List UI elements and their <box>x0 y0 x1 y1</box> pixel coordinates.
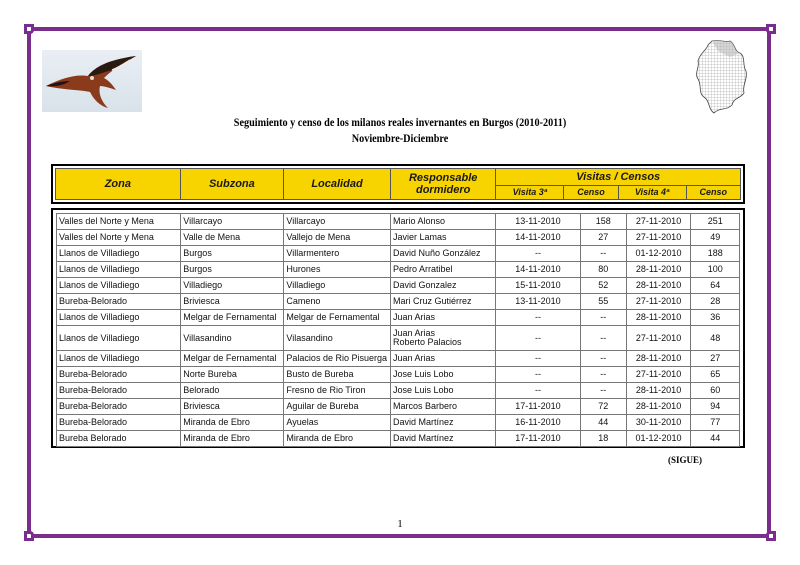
cell-localidad: Hurones <box>284 262 391 278</box>
header-censo-3: Censo <box>564 185 618 199</box>
cell-visita-3: -- <box>496 383 581 399</box>
cell-responsable <box>390 431 495 447</box>
cell-visita-3: 14-11-2010 <box>496 230 581 246</box>
table-header <box>51 164 745 204</box>
frame-corner-bl <box>24 531 34 541</box>
table-row <box>57 246 740 262</box>
cell-censo-3: 158 <box>580 214 626 230</box>
cell-censo-4: 44 <box>691 431 740 447</box>
cell-localidad: Fresno de Rio Tiron <box>284 383 391 399</box>
cell-censo-4: 77 <box>691 415 740 431</box>
document-title: Seguimiento y censo de los milanos reales invernantes en Burgos (2010-2011) <box>233 115 567 129</box>
cell-zona: Llanos de Villadiego <box>57 310 181 326</box>
responsable-name: Juan Arias <box>392 353 435 363</box>
cell-subzona: Belorado <box>181 383 284 399</box>
cell-zona: Valles del Norte y Mena <box>57 230 181 246</box>
cell-censo-4: 27 <box>691 351 740 367</box>
cell-localidad: Miranda de Ebro <box>284 431 391 447</box>
census-table <box>56 213 740 447</box>
cell-visita-3: 13-11-2010 <box>496 214 581 230</box>
table-row <box>57 230 740 246</box>
cell-zona: Bureba-Belorado <box>57 294 181 310</box>
cell-visita-3: 13-11-2010 <box>496 294 581 310</box>
burgos-map-icon <box>690 37 750 117</box>
cell-visita-4: 28-11-2010 <box>626 278 691 294</box>
responsable-name: Juan Arias <box>392 312 435 322</box>
cell-subzona: Briviesca <box>181 399 284 415</box>
responsable-name: Juan Arias <box>392 328 435 338</box>
cell-responsable <box>390 310 495 326</box>
cell-visita-4: 28-11-2010 <box>626 399 691 415</box>
cell-localidad: Aguilar de Bureba <box>284 399 391 415</box>
cell-visita-4: 27-11-2010 <box>626 326 691 351</box>
table-row <box>57 351 740 367</box>
cell-visita-4: 01-12-2010 <box>626 431 691 447</box>
frame-corner-tr <box>766 24 776 34</box>
cell-subzona: Burgos <box>181 246 284 262</box>
responsable-name: Jose Luis Lobo <box>392 385 454 395</box>
table-row <box>57 431 740 447</box>
cell-censo-4: 49 <box>691 230 740 246</box>
cell-responsable <box>390 367 495 383</box>
cell-zona: Valles del Norte y Mena <box>57 214 181 230</box>
table-row <box>57 415 740 431</box>
cell-responsable <box>390 326 495 351</box>
cell-visita-3: 17-11-2010 <box>496 399 581 415</box>
cell-subzona: Briviesca <box>181 294 284 310</box>
cell-censo-3: -- <box>580 310 626 326</box>
header-censo-4: Censo <box>686 185 740 199</box>
cell-censo-4: 28 <box>691 294 740 310</box>
cell-zona: Bureba Belorado <box>57 431 181 447</box>
cell-zona: Llanos de Villadiego <box>57 262 181 278</box>
cell-subzona: Miranda de Ebro <box>181 415 284 431</box>
cell-visita-3: 14-11-2010 <box>496 262 581 278</box>
header-responsable-line1: Responsable <box>408 172 478 184</box>
cell-censo-4: 188 <box>691 246 740 262</box>
burgos-map-logo <box>690 37 750 117</box>
cell-subzona: Melgar de Fernamental <box>181 351 284 367</box>
responsable-name: Mari Cruz Gutiérrez <box>392 296 472 306</box>
cell-visita-3: 16-11-2010 <box>496 415 581 431</box>
table-row <box>57 214 740 230</box>
header-table <box>55 168 741 200</box>
page-number: 1 <box>397 518 403 530</box>
cell-localidad: Vallejo de Mena <box>284 230 391 246</box>
table-row <box>57 383 740 399</box>
responsable-name: David Martínez <box>392 417 454 427</box>
cell-subzona: Villarcayo <box>181 214 284 230</box>
cell-subzona: Miranda de Ebro <box>181 431 284 447</box>
responsable-name: Javier Lamas <box>392 232 447 242</box>
cell-subzona: Burgos <box>181 262 284 278</box>
header-responsable-line2: dormidero <box>415 184 471 196</box>
cell-censo-3: -- <box>580 383 626 399</box>
cell-visita-4: 27-11-2010 <box>626 367 691 383</box>
cell-censo-4: 36 <box>691 310 740 326</box>
responsable-name: Jose Luis Lobo <box>392 369 454 379</box>
table-row <box>57 326 740 351</box>
responsable-name: Roberto Palacios <box>392 337 462 347</box>
responsable-name: David Gonzalez <box>392 280 457 290</box>
header-visitas-censos: Visitas / Censos <box>496 169 741 186</box>
cell-subzona: Norte Bureba <box>181 367 284 383</box>
cell-localidad: Cameno <box>284 294 391 310</box>
cell-zona: Bureba-Belorado <box>57 399 181 415</box>
responsable-name: Pedro Arratibel <box>392 264 453 274</box>
header-zona: Zona <box>56 169 181 200</box>
cell-localidad: Melgar de Fernamental <box>284 310 391 326</box>
cell-censo-3: -- <box>580 246 626 262</box>
responsable-name: Marcos Barbero <box>392 401 457 411</box>
cell-subzona: Melgar de Fernamental <box>181 310 284 326</box>
cell-localidad: Vilasandino <box>284 326 391 351</box>
header-subzona: Subzona <box>180 169 283 200</box>
cell-visita-3: -- <box>496 367 581 383</box>
responsable-name: Mario Alonso <box>392 216 445 226</box>
cell-censo-3: 52 <box>580 278 626 294</box>
cell-responsable <box>390 351 495 367</box>
table-row <box>57 262 740 278</box>
cell-censo-4: 64 <box>691 278 740 294</box>
cell-visita-4: 01-12-2010 <box>626 246 691 262</box>
cell-censo-3: -- <box>580 367 626 383</box>
red-kite-photo <box>42 50 142 112</box>
cell-responsable <box>390 246 495 262</box>
cell-localidad: Villarcayo <box>284 214 391 230</box>
cell-censo-3: 80 <box>580 262 626 278</box>
cell-localidad: Palacios de Rio Pisuerga <box>284 351 391 367</box>
cell-visita-3: 17-11-2010 <box>496 431 581 447</box>
cell-zona: Bureba-Belorado <box>57 383 181 399</box>
cell-zona: Bureba-Belorado <box>57 367 181 383</box>
cell-zona: Llanos de Villadiego <box>57 351 181 367</box>
cell-censo-4: 60 <box>691 383 740 399</box>
table-row <box>57 294 740 310</box>
cell-zona: Llanos de Villadiego <box>57 278 181 294</box>
cell-responsable <box>390 294 495 310</box>
cell-zona: Llanos de Villadiego <box>57 246 181 262</box>
cell-visita-3: -- <box>496 246 581 262</box>
cell-censo-4: 65 <box>691 367 740 383</box>
cell-localidad: Villadiego <box>284 278 391 294</box>
cell-censo-3: -- <box>580 351 626 367</box>
cell-visita-4: 28-11-2010 <box>626 383 691 399</box>
cell-censo-4: 100 <box>691 262 740 278</box>
header-responsable <box>390 169 495 200</box>
cell-responsable <box>390 415 495 431</box>
cell-censo-3: -- <box>580 326 626 351</box>
table-row <box>57 310 740 326</box>
cell-censo-4: 251 <box>691 214 740 230</box>
table-row <box>57 278 740 294</box>
cell-subzona: Valle de Mena <box>181 230 284 246</box>
cell-visita-4: 30-11-2010 <box>626 415 691 431</box>
cell-responsable <box>390 383 495 399</box>
cell-visita-4: 27-11-2010 <box>626 214 691 230</box>
cell-localidad: Ayuelas <box>284 415 391 431</box>
cell-visita-3: -- <box>496 351 581 367</box>
cell-censo-4: 94 <box>691 399 740 415</box>
header-visita-4: Visita 4ª <box>618 185 686 199</box>
cell-responsable <box>390 262 495 278</box>
cell-responsable <box>390 399 495 415</box>
cell-localidad: Villarmentero <box>284 246 391 262</box>
cell-visita-4: 27-11-2010 <box>626 294 691 310</box>
cell-zona: Bureba-Belorado <box>57 415 181 431</box>
cell-subzona: Villadiego <box>181 278 284 294</box>
frame-corner-tl <box>24 24 34 34</box>
cell-censo-3: 44 <box>580 415 626 431</box>
cell-responsable <box>390 214 495 230</box>
table-row <box>57 367 740 383</box>
cell-censo-3: 72 <box>580 399 626 415</box>
cell-localidad: Busto de Bureba <box>284 367 391 383</box>
red-kite-icon <box>42 50 142 112</box>
header-localidad: Localidad <box>284 169 391 200</box>
header-visita-3: Visita 3ª <box>496 185 564 199</box>
document-subtitle: Noviembre-Diciembre <box>351 131 449 145</box>
frame-corner-br <box>766 531 776 541</box>
cell-subzona: Villasandino <box>181 326 284 351</box>
cell-visita-3: -- <box>496 326 581 351</box>
cell-visita-3: -- <box>496 310 581 326</box>
cell-responsable <box>390 278 495 294</box>
continues-note: (SIGUE) <box>668 455 703 465</box>
cell-censo-3: 27 <box>580 230 626 246</box>
cell-visita-3: 15-11-2010 <box>496 278 581 294</box>
cell-visita-4: 28-11-2010 <box>626 310 691 326</box>
cell-zona: Llanos de Villadiego <box>57 326 181 351</box>
responsable-name: David Martínez <box>392 433 454 443</box>
cell-visita-4: 28-11-2010 <box>626 262 691 278</box>
cell-censo-3: 18 <box>580 431 626 447</box>
table-row <box>57 399 740 415</box>
table-body <box>51 208 745 448</box>
responsable-name: David Nuño González <box>392 248 481 258</box>
cell-visita-4: 27-11-2010 <box>626 230 691 246</box>
cell-censo-4: 48 <box>691 326 740 351</box>
cell-responsable <box>390 230 495 246</box>
cell-censo-3: 55 <box>580 294 626 310</box>
cell-visita-4: 28-11-2010 <box>626 351 691 367</box>
